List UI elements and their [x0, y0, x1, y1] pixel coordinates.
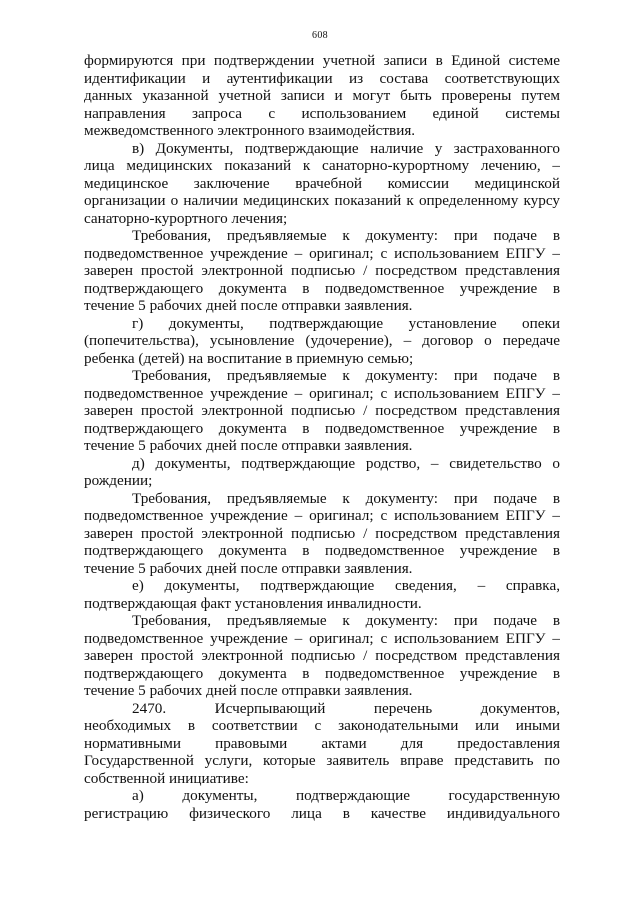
text-line: 2470. Исчерпывающий перечень документов,	[132, 699, 560, 717]
text-line: необходимых в соответствии с законодательными или иными	[84, 717, 560, 734]
paragraph	[84, 52, 560, 140]
text-line: д) документы, подтверждающие родство, – свидетельство о	[132, 454, 560, 472]
paragraph	[84, 787, 560, 822]
text-line: медицинское заключение врачебной комиссии медицинской	[84, 174, 560, 192]
text-line: течение 5 рабочих дней после отправки заявления.	[84, 682, 413, 699]
text-line: Требования, предъявляемые к документу: при подаче в	[132, 367, 560, 384]
text-line: течение 5 рабочих дней после отправки заявления.	[84, 297, 413, 314]
text-line: ребенка (детей) на воспитание в приемную семью;	[84, 349, 414, 367]
text-line: данных указанной учетной записи и могут быть проверены путем	[84, 87, 560, 104]
page-number: 608	[312, 30, 328, 41]
text-line: заверен простой электронной подписью / посредством представления	[84, 402, 560, 419]
text-line: заверен простой электронной подписью / посредством представления	[84, 647, 560, 664]
text-line: санаторно-курортного лечения;	[84, 209, 288, 227]
text-line: идентификации и аутентификации из состава соответствующих	[84, 69, 560, 87]
text-line: межведомственного электронного взаимодействия.	[84, 122, 416, 139]
text-line: Требования, предъявляемые к документу: при подаче в	[132, 227, 560, 244]
text-line: е) документы, подтверждающие сведения, – справка,	[132, 577, 560, 594]
paragraph	[84, 612, 560, 700]
text-line: подведомственное учреждение – оригинал; с использованием ЕПГУ –	[84, 244, 560, 262]
text-line: подведомственное учреждение – оригинал; с использованием ЕПГУ –	[84, 384, 560, 402]
text-line: формируются при подтверждении учетной записи в Единой системе	[84, 52, 560, 69]
text-line: подтверждающего документа в подведомственное учреждение в	[84, 419, 560, 437]
text-line: рождении;	[84, 472, 153, 489]
text-line: регистрацию физического лица в качестве индивидуального	[84, 804, 560, 822]
text-line: подведомственное учреждение – оригинал; с использованием ЕПГУ –	[84, 629, 560, 647]
text-line: (попечительства), усыновление (удочерение), – договор о передаче	[84, 332, 560, 349]
paragraph	[84, 700, 560, 788]
paragraph	[84, 140, 560, 228]
text-line: Требования, предъявляемые к документу: при подаче в	[132, 489, 560, 507]
text-line: течение 5 рабочих дней после отправки заявления.	[84, 437, 413, 454]
paragraph	[84, 315, 560, 368]
text-line: собственной инициативе:	[84, 769, 249, 787]
text-line: течение 5 рабочих дней после отправки заявления.	[84, 559, 413, 577]
text-line: в) Документы, подтверждающие наличие у застрахованного	[132, 139, 560, 157]
paragraph	[84, 577, 560, 612]
text-line: подтверждающего документа в подведомственное учреждение в	[84, 279, 560, 297]
paragraph	[84, 227, 560, 315]
text-line: а) документы, подтверждающие государственную	[132, 787, 560, 804]
text-line: заверен простой электронной подписью / посредством представления	[84, 524, 560, 542]
text-line: Государственной услуги, которые заявитель вправе представить по	[84, 752, 560, 769]
paragraph	[84, 455, 560, 490]
text-line: заверен простой электронной подписью / посредством представления	[84, 262, 560, 279]
text-line: подтверждающего документа в подведомственное учреждение в	[84, 664, 560, 682]
paragraph	[84, 490, 560, 578]
text-line: нормативными правовыми актами для предоставления	[84, 734, 560, 752]
text-line: направления запроса с использованием единой системы	[84, 104, 560, 122]
text-line: организации о наличии медицинских показаний к определенному курсу	[84, 192, 560, 209]
text-line: подтверждающая факт установления инвалидности.	[84, 594, 422, 612]
text-line: подтверждающего документа в подведомственное учреждение в	[84, 542, 560, 559]
document-body	[84, 52, 560, 822]
text-line: г) документы, подтверждающие установление опеки	[132, 314, 560, 332]
paragraph	[84, 367, 560, 455]
text-line: подведомственное учреждение – оригинал; с использованием ЕПГУ –	[84, 507, 560, 524]
text-line: Требования, предъявляемые к документу: при подаче в	[132, 612, 560, 629]
text-line: лица медицинских показаний к санаторно-курортному лечению, –	[84, 157, 560, 174]
